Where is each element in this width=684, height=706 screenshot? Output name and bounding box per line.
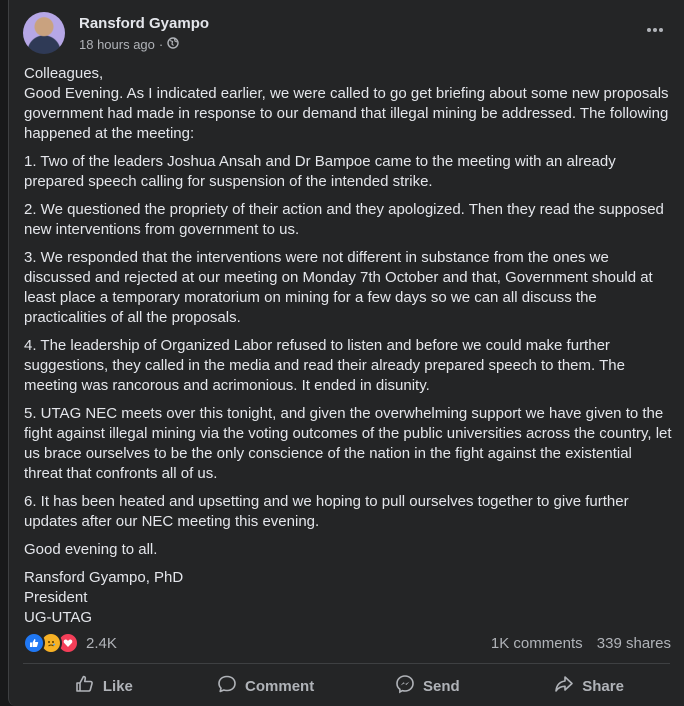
post-meta [79, 37, 179, 52]
share-button[interactable] [508, 668, 670, 704]
send-label: Send [423, 677, 460, 695]
paragraph-point-6: 6. It has been heated and upsetting and we hoping to pull ourselves together to give further updates after our NEC meeting this evening. [24, 493, 629, 530]
author-name[interactable]: Ransford Gyampo [79, 15, 210, 32]
paragraph-greeting [24, 64, 674, 144]
signature-name: Ransford Gyampo, PhD [24, 569, 184, 586]
salutation: Colleagues, [24, 65, 104, 82]
share-icon [554, 674, 574, 698]
comment-icon [217, 674, 237, 698]
reaction-summary[interactable] [23, 632, 117, 654]
paragraph-point-1: 1. Two of the leaders Joshua Ansah and Dr Bampoe came to the meeting with an already prepared speech calling for suspension of the intended strike. [24, 153, 616, 190]
comments-count[interactable]: 1K comments [490, 635, 583, 652]
messenger-icon [395, 674, 415, 698]
comment-button[interactable] [185, 668, 347, 704]
paragraph-point-3: 3. We responded that the interventions were not different in substance from the ones we discussed and rejected at our meeting on Monday 7th October and that, Government should at least place a temporary moratorium on mining for a few days so we can all discuss the practicalities of all the proposals. [24, 249, 653, 326]
signature-title: President [24, 589, 88, 606]
paragraph-point-2: 2. We questioned the propriety of their action and they apologized. Then they read the supposed new interventions from government to us. [24, 201, 664, 238]
globe-icon [167, 37, 179, 52]
intro-text: Good Evening. As I indicated earlier, we were called to go get briefing about some new proposals government had made in response to our demand that illegal mining be addressed. The following happened at the meeting: [24, 85, 669, 142]
closing-line: Good evening to all. [24, 541, 158, 558]
divider [23, 663, 670, 664]
more-options-icon[interactable] [643, 20, 667, 40]
send-button[interactable] [347, 668, 509, 704]
share-label: Share [582, 677, 624, 695]
signature-org: UG-UTAG [24, 609, 93, 626]
like-label: Like [102, 677, 133, 695]
signature [24, 568, 674, 628]
post-body [24, 64, 674, 636]
avatar[interactable] [23, 12, 65, 54]
post-card [8, 0, 684, 706]
post-timestamp[interactable]: 18 hours ago [79, 37, 155, 52]
post-header [23, 12, 671, 56]
engagement-stats [481, 635, 671, 652]
like-reaction-icon [23, 632, 45, 654]
paragraph-point-4: 4. The leadership of Organized Labor refused to listen and before we could make further suggestions, they called in the media and read their already prepared speech to them. The meeting was rancorous and acrimonious. It ended in disunity. [24, 337, 625, 394]
meta-separator: · [158, 37, 164, 52]
shares-count[interactable]: 339 shares [596, 635, 671, 652]
comment-label: Comment [245, 677, 315, 695]
action-bar [23, 668, 670, 704]
reactions-count[interactable]: 2.4K [86, 634, 117, 652]
like-button[interactable] [23, 668, 185, 704]
thumbs-up-icon [75, 674, 95, 698]
paragraph-point-5: 5. UTAG NEC meets over this tonight, and given the overwhelming support we have given to the fight against illegal mining via the voting outcomes of the public universities across the country, let us brace ourselves to be the only conscience of the nation in the fight against the existential threat that confronts all of us. [24, 405, 672, 482]
